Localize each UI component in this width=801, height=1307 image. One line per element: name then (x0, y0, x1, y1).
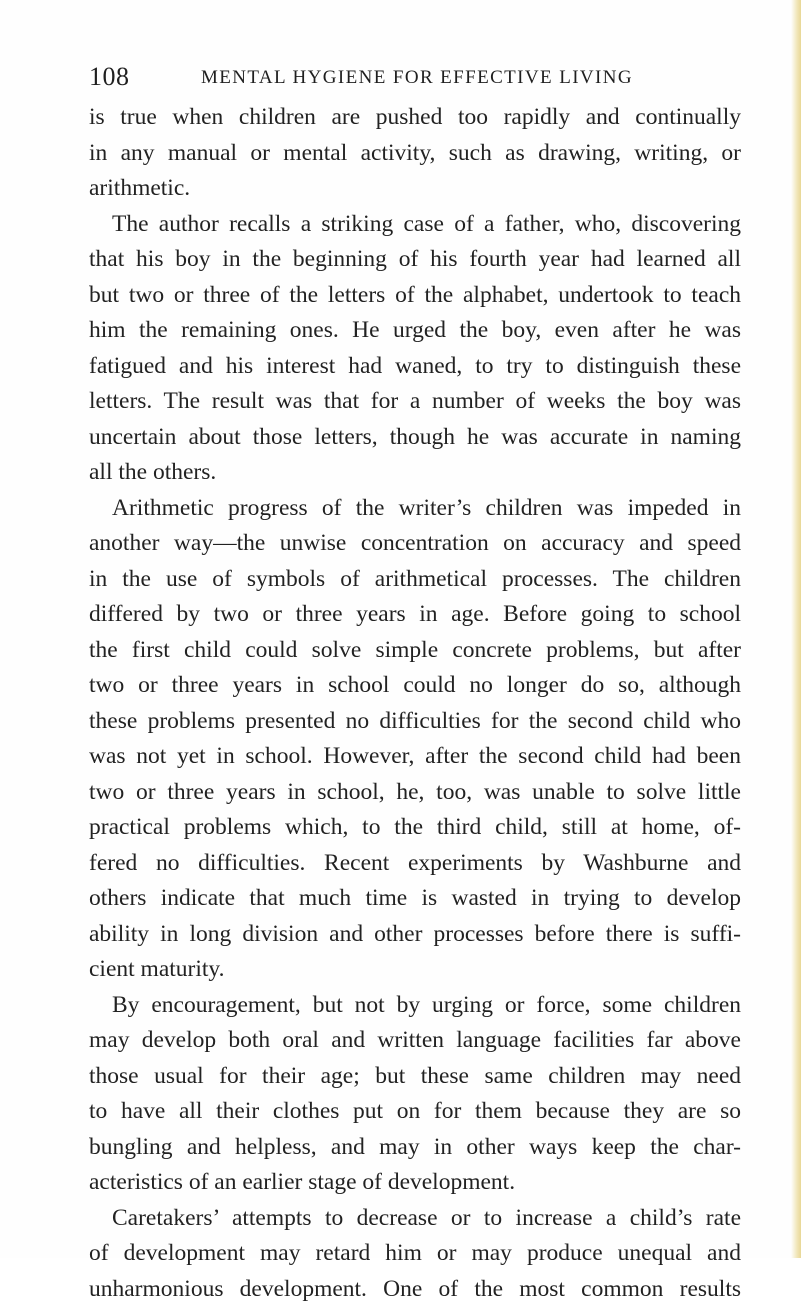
page-edge (791, 0, 801, 1258)
text-line: in the use of symbols of arithmetical processes. The children (89, 562, 741, 598)
text-line: in any manual or mental activity, such as drawing, writing, or (89, 136, 741, 172)
text-line: fatigued and his interest had waned, to try to distinguish these (89, 349, 741, 385)
running-head (89, 62, 739, 92)
text-line: is true when children are pushed too rapidly and continually (89, 100, 741, 136)
text-line: the first child could solve simple concrete problems, but after (89, 633, 741, 669)
page-number: 108 (89, 62, 130, 92)
text-line: fered no difficulties. Recent experiments by Washburne and (89, 846, 741, 882)
text-line: but two or three of the letters of the alphabet, undertook to teach (89, 278, 741, 314)
text-line: letters. The result was that for a number of weeks the boy was (89, 384, 741, 420)
text-line: unharmonious development. One of the most common results (89, 1272, 741, 1307)
text-line: Caretakers’ attempts to decrease or to increase a child’s rate (89, 1201, 741, 1237)
text-line: By encouragement, but not by urging or force, some children (89, 988, 741, 1024)
body-text (89, 100, 741, 1307)
text-line: of development may retard him or may produce unequal and (89, 1236, 741, 1272)
text-line: him the remaining ones. He urged the boy, even after he was (89, 313, 741, 349)
text-line: cient maturity. (89, 952, 741, 988)
text-line: arithmetic. (89, 171, 741, 207)
text-line: ability in long division and other processes before there is suffi- (89, 917, 741, 953)
running-title: MENTAL HYGIENE FOR EFFECTIVE LIVING (201, 67, 633, 89)
text-line: Arithmetic progress of the writer’s children was impeded in (89, 491, 741, 527)
text-line: may develop both oral and written language facilities far above (89, 1023, 741, 1059)
text-line: uncertain about those letters, though he was accurate in naming (89, 420, 741, 456)
text-line: two or three years in school could no longer do so, although (89, 668, 741, 704)
text-line: was not yet in school. However, after the second child had been (89, 739, 741, 775)
text-line: differed by two or three years in age. Before going to school (89, 597, 741, 633)
text-line: these problems presented no difficulties for the second child who (89, 704, 741, 740)
text-line: The author recalls a striking case of a father, who, discovering (89, 207, 741, 243)
text-line: another way—the unwise concentration on accuracy and speed (89, 526, 741, 562)
text-line: that his boy in the beginning of his fourth year had learned all (89, 242, 741, 278)
text-line: all the others. (89, 455, 741, 491)
text-line: those usual for their age; but these same children may need (89, 1059, 741, 1095)
text-line: acteristics of an earlier stage of development. (89, 1165, 741, 1201)
text-line: to have all their clothes put on for them because they are so (89, 1094, 741, 1130)
text-line: practical problems which, to the third child, still at home, of- (89, 810, 741, 846)
text-line: others indicate that much time is wasted in trying to develop (89, 881, 741, 917)
text-line: bungling and helpless, and may in other ways keep the char- (89, 1130, 741, 1166)
text-line: two or three years in school, he, too, was unable to solve little (89, 775, 741, 811)
